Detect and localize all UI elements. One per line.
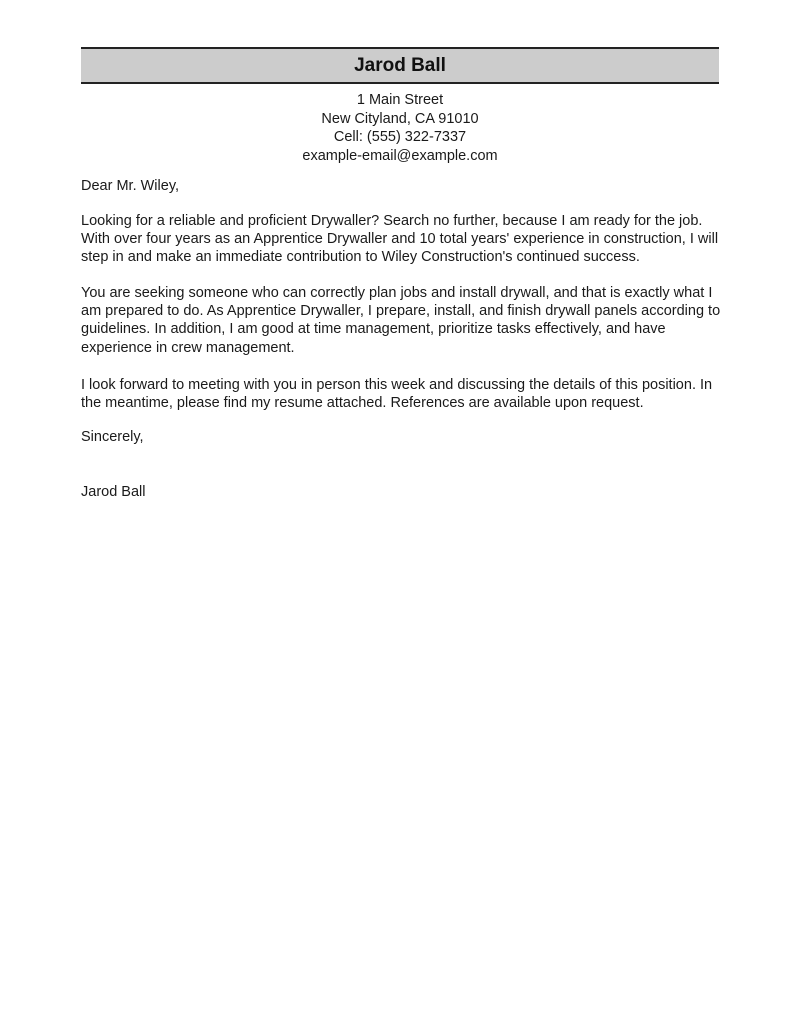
applicant-name: Jarod Ball [354,54,446,76]
contact-info [81,91,719,165]
closing-text: Sincerely, [81,429,144,445]
paragraph-line: step in and make an immediate contribution to Wiley Construction's continued success. [81,249,640,266]
paragraph-line: guidelines. In addition, I am good at time management, prioritize tasks effectively, and have [81,321,666,338]
salutation [81,177,179,195]
paragraph-line: am prepared to do. As Apprentice Drywaller, I prepare, install, and finish drywall panels according to [81,303,721,320]
street-address: 1 Main Street [356,92,444,108]
salutation-text: Dear Mr. Wiley, [81,178,180,194]
signature-name: Jarod Ball [81,484,146,500]
cell-phone: Cell: (555) 322-7337 [333,129,467,145]
name-header-band [81,47,719,84]
paragraph-line: experience in crew management. [81,339,295,356]
paragraph-2 [81,284,720,357]
paragraph-line: Looking for a reliable and proficient Drywaller? Search no further, because I am ready for the job. [81,213,703,229]
paragraph-line: You are seeking someone who can correctly plan jobs and install drywall, and that is exactly what I [81,285,713,301]
email-address: example-email@example.com [302,147,498,164]
paragraph-1 [81,212,718,267]
paragraph-line: With over four years as an Apprentice Drywaller and 10 total years' experience in construction, I will [81,231,719,248]
signature [81,483,145,501]
paragraph-3 [81,376,712,412]
paragraph-line: I look forward to meeting with you in person this week and discussing the details of this position. In [81,377,713,393]
city-state-zip: New Cityland, CA 91010 [321,110,479,127]
closing [81,428,144,446]
paragraph-line: the meantime, please find my resume attached. References are available upon request. [81,395,644,412]
